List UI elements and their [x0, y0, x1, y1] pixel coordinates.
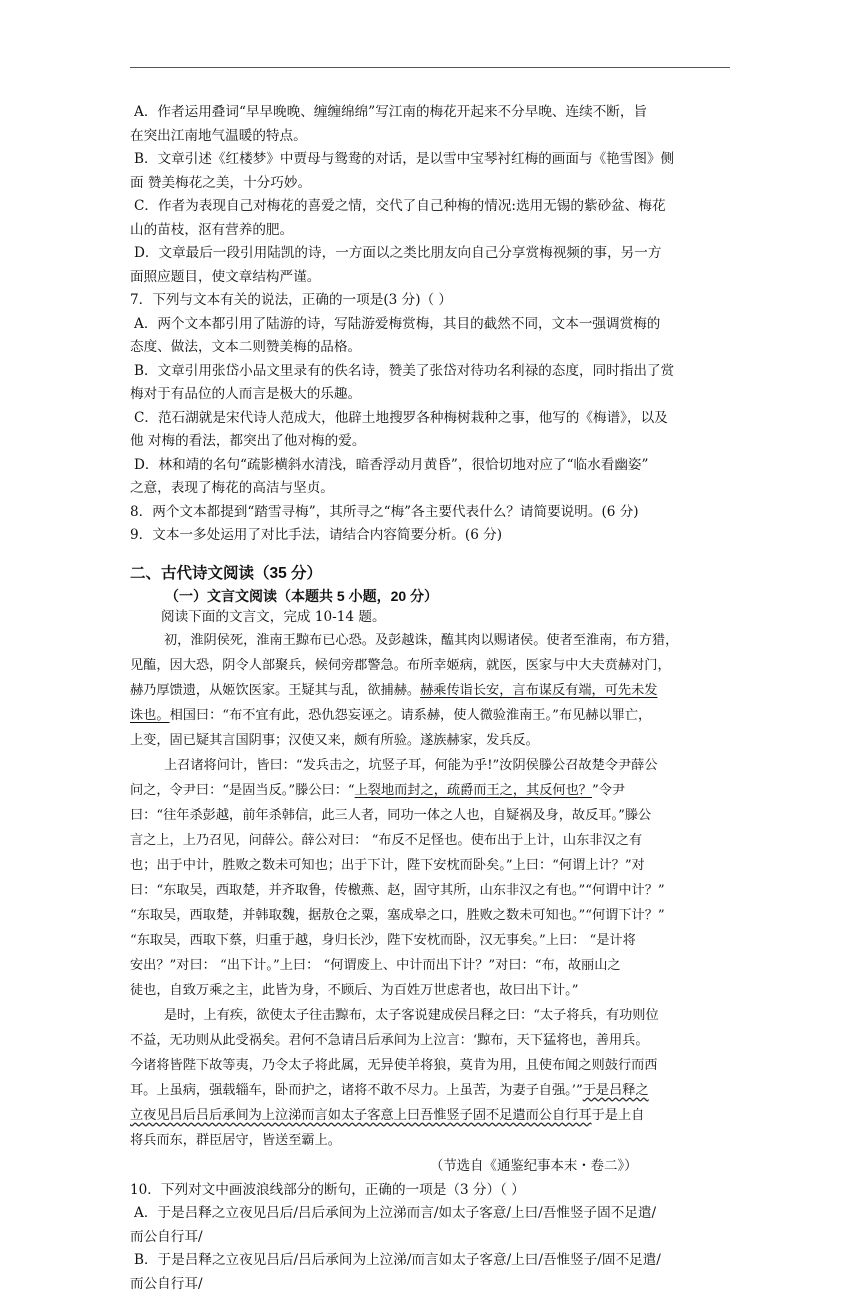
wavy-underlined-text: 于是吕释之: [583, 1083, 649, 1098]
passage-text: 问之，令尹曰：“是固当反。”滕公曰：“: [130, 783, 355, 798]
text-line: 面照应题目，使文章结构严谨。: [130, 266, 730, 290]
section-title: 二、古代诗文阅读（35 分）: [130, 562, 730, 586]
q10-option-a: [130, 1202, 730, 1249]
subsection-title: （一）文言文阅读（本题共 5 小题，20 分）: [130, 586, 730, 607]
text-line: C．范石湖就是宋代诗人范成大，他辟土地搜罗各种梅树栽种之事，他写的《梅谱》，以及: [130, 407, 730, 431]
passage-line: 将兵而东，群臣居守，皆送至霸上。: [130, 1128, 730, 1153]
reading-instruction: 阅读下面的文言文，完成 10-14 题。: [130, 607, 730, 628]
text-line: A．于是吕释之立夜见吕后/吕后承间为上泣涕而言/如太子客意/上曰/吾惟竖子固不足遣/: [130, 1202, 730, 1226]
text-line: A．两个文本都引用了陆游的诗，写陆游爱梅赏梅，其目的截然不同，文本一强调赏梅的: [130, 313, 730, 337]
passage-text: ”令尹: [592, 783, 625, 798]
document-body: [130, 101, 730, 1296]
passage-line: 安出？”对曰： “出下计。”上曰： “何谓废上、中计而出下计？”对曰：“布，故丽山之: [130, 953, 730, 978]
source-citation: （节选自《通鉴纪事本末・卷二》）: [130, 1155, 730, 1179]
text-line: 而公自行耳/: [130, 1226, 730, 1250]
passage-line: [130, 703, 730, 728]
text-line: 山的苗枝，沤有营养的肥。: [130, 219, 730, 243]
header-rule: [130, 67, 730, 68]
text-line: 在突出江南地气温暖的特点。: [130, 125, 730, 149]
passage-text: 相国曰：“布不宜有此，恐仇怨妄诬之。请系赫，使人微验淮南王。”布见赫以罪亡，: [170, 708, 652, 723]
passage-text: 赫乃厚馈遗，从姬饮医家。王疑其与乱，欲捕赫。: [130, 683, 420, 698]
q7-option-a: [130, 313, 730, 360]
passage-line: 今诸将皆陛下故等夷，乃令太子将此属，无异使羊将狼，莫肯为用，且使布闻之则鼓行而西: [130, 1053, 730, 1078]
passage-line: 上召诸将问计，皆曰：“发兵击之，坑竖子耳，何能为乎!”汝阴侯滕公召故楚令尹薛公: [130, 753, 730, 778]
text-line: 态度、做法，文本二则赞美梅的品格。: [130, 336, 730, 360]
passage-line: 不益，无功则从此受祸矣。君何不急请吕后承间为上泣言：‘黥布，天下猛将也，善用兵。: [130, 1028, 730, 1053]
q7-option-d: [130, 454, 730, 501]
text-line: D．林和靖的名句“疏影横斜水清浅，暗香浮动月黄昏”，很恰切地对应了“临水看幽姿”: [130, 454, 730, 478]
passage-line: “东取吴，西取下蔡，归重于越，身归长沙，陛下安枕而卧，汉无事矣。”上曰： “是计将: [130, 928, 730, 953]
q6-option-b: [130, 148, 730, 195]
text-line: A．作者运用叠词“早早晚晚、缠缠绵绵”写江南的梅花开起来不分早晚、连续不断，旨: [130, 101, 730, 125]
passage-line: 言之上，上乃召见，问薛公。薛公对曰： “布反不足怪也。使布出于上计，山东非汉之有: [130, 828, 730, 853]
text-line: C．作者为表现自己对梅花的喜爱之情，交代了自己种梅的情况:选用无锡的紫砂盆、梅花: [130, 195, 730, 219]
passage-text: 于是上自: [592, 1108, 645, 1123]
text-line: 他 对梅的看法，都突出了他对梅的爱。: [130, 430, 730, 454]
underlined-sentence: 赫乘传诣长安，言布谋反有端，可先未发: [420, 683, 657, 698]
passage-line: [130, 678, 730, 703]
question-9: 9．文本一多处运用了对比手法，请结合内容简要分析。(6 分): [130, 524, 730, 548]
text-line: B．于是吕释之立夜见吕后/吕后承间为上泣涕/而言如太子客意/上曰/吾惟竖子/固不足遣/: [130, 1249, 730, 1273]
text-line: 梅对于有品位的人而言是极大的乐趣。: [130, 383, 730, 407]
q6-option-c: [130, 195, 730, 242]
passage-line: 徒也，自致万乘之主，此皆为身，不顾后、为百姓万世虑者也，故曰出下计。”: [130, 978, 730, 1003]
text-line: 而公自行耳/: [130, 1273, 730, 1296]
question-7-stem: 7．下列与文本有关的说法，正确的一项是(3 分)（ ）: [130, 289, 730, 313]
passage-line: 是时，上有疾，欲使太子往击黥布，太子客说建成侯吕释之曰：“太子将兵，有功则位: [130, 1003, 730, 1028]
passage-line: “东取吴，西取楚，并韩取魏，据敖仓之粟，塞成皋之口，胜败之数未可知也。”“何谓下计？”: [130, 903, 730, 928]
passage-line: 曰：“东取吴，西取楚，并齐取鲁，传檄燕、赵，固守其所，山东非汉之有也。”“何谓中计？”: [130, 878, 730, 903]
q6-option-d: [130, 242, 730, 289]
q6-option-a: [130, 101, 730, 148]
passage-line: 上变，固已疑其言国阴事；汉使又来，颇有所验。遂族赫家，发兵反。: [130, 728, 730, 753]
passage-line: 初，淮阴侯死，淮南王黥布已心恐。及彭越诛，醢其肉以赐诸侯。使者至淮南，布方猎，: [130, 628, 730, 653]
passage-line: [130, 1103, 730, 1128]
underlined-sentence: 诛也。: [130, 708, 170, 723]
text-line: D．文章最后一段引用陆凯的诗，一方面以之类比朋友向自己分享赏梅视频的事，另一方: [130, 242, 730, 266]
passage-line: 见醢，因大恐，阴令人部聚兵，候伺旁郡警急。布所幸姬病，就医，医家与中大夫贲赫对门，: [130, 653, 730, 678]
q7-option-c: [130, 407, 730, 454]
q7-option-b: [130, 360, 730, 407]
passage-line: 曰：“往年杀彭越，前年杀韩信，此三人者，同功一体之人也，自疑祸及身，故反耳。”滕公: [130, 803, 730, 828]
q10-option-b: [130, 1249, 730, 1296]
passage-line: [130, 1078, 730, 1103]
question-10-stem: 10．下列对文中画波浪线部分的断句，正确的一项是（3 分）（ ）: [130, 1179, 730, 1203]
question-8: 8．两个文本都提到“踏雪寻梅”，其所寻之“梅”各主要代表什么？请简要说明。(6 分): [130, 501, 730, 525]
passage-text: 耳。上虽病，强载辎车，卧而护之，诸将不敢不尽力。上虽苦，为妻子自强。’”: [130, 1083, 583, 1098]
underlined-sentence: 上裂地而封之，疏爵而王之，其反何也？: [355, 783, 592, 798]
text-line: B．文章引用张岱小品文里录有的佚名诗，赞美了张岱对待功名利禄的态度，同时指出了赏: [130, 360, 730, 384]
wavy-underlined-text: 立夜见吕后吕后承间为上泣涕而言如太子客意上曰吾惟竖子固不足遣而公自行耳: [130, 1108, 592, 1123]
passage-line: [130, 778, 730, 803]
classical-passage: [130, 628, 730, 1179]
passage-line: 也；出于中计，胜败之数未可知也；出于下计，陛下安枕而卧矣。”上曰：“何谓上计？”对: [130, 853, 730, 878]
text-line: 之意，表现了梅花的高洁与坚贞。: [130, 477, 730, 501]
text-line: 面 赞美梅花之美，十分巧妙。: [130, 172, 730, 196]
text-line: B．文章引述《红楼梦》中贾母与鸳鸯的对话，是以雪中宝琴衬红梅的画面与《艳雪图》侧: [130, 148, 730, 172]
